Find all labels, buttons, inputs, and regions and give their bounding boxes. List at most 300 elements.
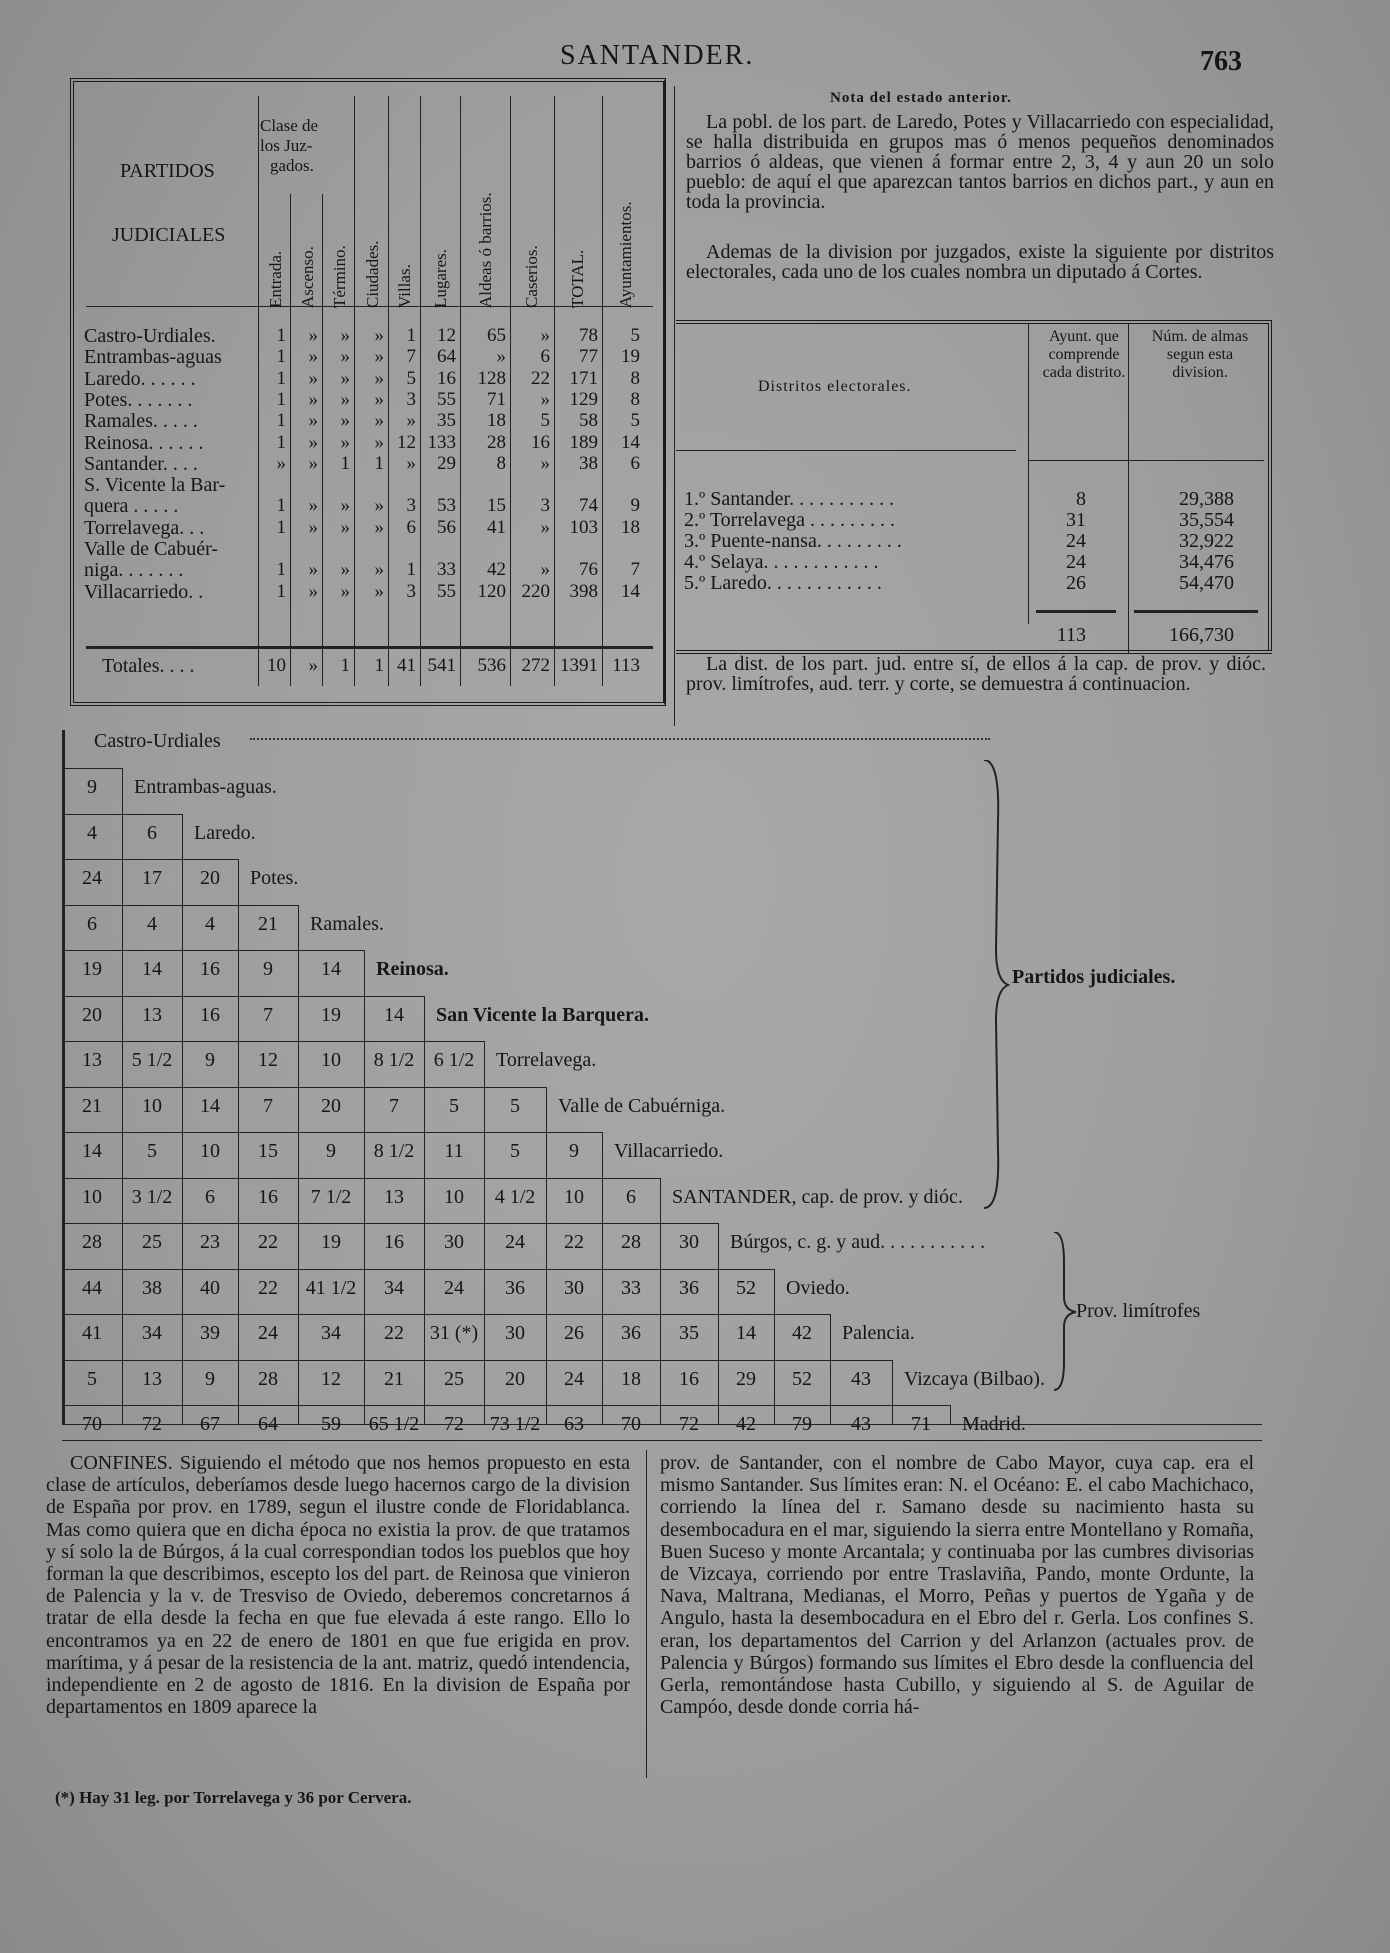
distance-cell: 23 bbox=[200, 1231, 220, 1253]
partido-cell: » bbox=[374, 559, 384, 581]
distance-row-line bbox=[62, 768, 122, 769]
distance-cell: 3 1/2 bbox=[131, 1185, 173, 1208]
distance-cell: 24 bbox=[82, 867, 102, 889]
distance-cell: 11 bbox=[444, 1140, 464, 1162]
distance-cell: 36 bbox=[679, 1276, 699, 1299]
page-number: 763 bbox=[1200, 46, 1242, 77]
distance-row-line bbox=[62, 814, 182, 815]
distance-cell: 9 bbox=[205, 1367, 215, 1390]
distance-row-label: San Vicente la Barquera. bbox=[436, 1003, 649, 1026]
totals-label: Totales. . . . bbox=[102, 655, 195, 677]
district-almas: 54,470 bbox=[1179, 572, 1234, 594]
distance-cell: 5 bbox=[510, 1094, 520, 1117]
distance-cell: 22 bbox=[258, 1231, 278, 1253]
distance-row-line bbox=[62, 1132, 602, 1133]
partido-cell: 8 bbox=[496, 452, 506, 474]
partido-cell: 9 bbox=[630, 495, 640, 517]
distance-row-line bbox=[62, 905, 298, 906]
distance-cell: 42 bbox=[736, 1413, 756, 1435]
distance-cell: 7 1/2 bbox=[310, 1185, 352, 1208]
distance-cell: 5 1/2 bbox=[131, 1049, 173, 1071]
partido-cell: » bbox=[308, 580, 318, 602]
distance-cell: 10 bbox=[82, 1185, 102, 1208]
distance-row-line bbox=[62, 996, 424, 997]
distance-cell: 4 bbox=[87, 821, 97, 844]
distance-cell: 33 bbox=[621, 1276, 641, 1299]
partido-name: Entrambas-aguas bbox=[84, 346, 222, 369]
distance-intro: La dist. de los part. jud. entre sí, de ellos á la cap. de prov. y dióc. prov. limítrofes, aud. terr. y corte, se demuestra á continuacion. bbox=[686, 653, 1266, 695]
distance-cell: 20 bbox=[505, 1367, 525, 1390]
partido-name: Potes. . . . . . . bbox=[84, 388, 193, 411]
partido-cell: 1 bbox=[276, 580, 286, 602]
partido-cell: 5 bbox=[630, 325, 640, 346]
district-name: 4.º Selaya. . . . . . . . . . . . bbox=[684, 551, 879, 573]
distance-cell: 16 bbox=[679, 1367, 699, 1390]
distance-cell: 70 bbox=[621, 1413, 641, 1435]
districts-col-ayunt: Ayunt. que comprende cada distrito. bbox=[1042, 328, 1126, 381]
partido-cell: » bbox=[340, 580, 350, 602]
distance-row-label: Madrid. bbox=[962, 1413, 1026, 1435]
distance-row-line bbox=[62, 1405, 950, 1406]
partido-cell: 38 bbox=[579, 452, 598, 474]
distance-cell: 42 bbox=[792, 1322, 812, 1344]
total-cell: 272 bbox=[521, 655, 550, 676]
partido-cell: 398 bbox=[569, 580, 598, 602]
distance-cell: 40 bbox=[200, 1276, 220, 1299]
col-ciudades: Ciudades. bbox=[363, 240, 382, 308]
distance-cell: 6 bbox=[87, 912, 97, 935]
col-ascenso: Ascenso. bbox=[298, 246, 317, 308]
partido-cell: 29 bbox=[437, 452, 456, 474]
partido-cell: » bbox=[540, 516, 550, 538]
col-lugares: Lugares. bbox=[431, 248, 450, 308]
distance-row-label: Torrelavega. bbox=[496, 1049, 597, 1071]
partido-cell: » bbox=[308, 388, 318, 410]
partido-cell: 129 bbox=[569, 388, 598, 410]
partido-cell: » bbox=[308, 516, 318, 538]
partido-cell: » bbox=[374, 325, 384, 346]
partido-cell: » bbox=[340, 388, 350, 410]
distance-cell: 29 bbox=[736, 1367, 756, 1390]
partidos-heading: PARTIDOS bbox=[120, 160, 215, 182]
distance-cell: 16 bbox=[200, 958, 220, 980]
partido-cell: 1 bbox=[406, 559, 416, 581]
distance-cell: 9 bbox=[205, 1049, 215, 1071]
distance-cell: 28 bbox=[258, 1367, 278, 1390]
distance-cell: 24 bbox=[505, 1231, 525, 1253]
district-ayunt: 24 bbox=[1066, 551, 1086, 573]
distance-cell: 30 bbox=[444, 1231, 464, 1253]
partido-cell: » bbox=[540, 325, 550, 346]
distance-cell: 43 bbox=[851, 1413, 871, 1435]
distance-cell: 14 bbox=[200, 1094, 220, 1117]
clase-heading-3: gados. bbox=[270, 156, 314, 175]
page-title: SANTANDER. bbox=[560, 40, 755, 71]
partido-cell: 133 bbox=[427, 431, 456, 453]
partido-cell: » bbox=[374, 346, 384, 368]
distance-cell: 64 bbox=[258, 1413, 278, 1435]
distance-col-line bbox=[774, 1269, 775, 1425]
partido-cell: 55 bbox=[437, 388, 456, 410]
distance-cell: 6 bbox=[147, 821, 157, 844]
distance-cell: 72 bbox=[679, 1413, 699, 1435]
district-name: 3.º Puente-nansa. . . . . . . . . bbox=[684, 530, 902, 552]
distance-row-line bbox=[62, 950, 364, 951]
partido-name: Valle de Cabuér- bbox=[84, 538, 218, 560]
distance-cell: 10 bbox=[200, 1140, 220, 1162]
col-caserios: Caserios. bbox=[522, 245, 541, 308]
partido-cell: » bbox=[340, 410, 350, 432]
distance-cell: 21 bbox=[82, 1094, 102, 1117]
distance-cell: 10 bbox=[444, 1185, 464, 1208]
distance-cell: 16 bbox=[200, 1003, 220, 1026]
partido-cell: » bbox=[374, 388, 384, 410]
distance-cell: 30 bbox=[679, 1231, 699, 1253]
partido-cell: 8 bbox=[630, 367, 640, 389]
partido-cell: 1 bbox=[276, 388, 286, 410]
partido-cell: 18 bbox=[621, 516, 640, 538]
distance-cell: 35 bbox=[679, 1322, 699, 1344]
district-name: 2.º Torrelavega . . . . . . . . . bbox=[684, 509, 896, 531]
partido-cell: 189 bbox=[569, 431, 598, 453]
districts-table bbox=[676, 320, 1272, 650]
distance-cell: 14 bbox=[82, 1140, 102, 1162]
distance-cell: 9 bbox=[87, 776, 97, 798]
partido-cell: 14 bbox=[621, 431, 640, 453]
distance-cell: 25 bbox=[142, 1231, 162, 1253]
total-cell: 113 bbox=[612, 655, 640, 676]
distance-cell: 65 1/2 bbox=[368, 1413, 420, 1435]
partido-cell: 5 bbox=[630, 410, 640, 432]
partido-cell: 76 bbox=[579, 559, 598, 581]
note-paragraph-2: Ademas de la division por juzgados, existe la siguiente por distritos electorales, cada uno de los cuales nombra un diputado á Cortes. bbox=[686, 241, 1274, 283]
partido-cell: » bbox=[308, 559, 318, 581]
total-cell: 541 bbox=[427, 655, 456, 676]
body-text-left: CONFINES. Siguiendo el método que nos hemos propuesto en esta clase de artículos, deberíamos desde luego hacernos cargo de la division de España por prov. en 1789, segun el ilustre conde de Floridablanca. Mas como quiera que en dicha época no existia la prov. de que tratamos y sí solo la de Búrgos, á la cual correspondian todos los pueblos que hoy forman la que describimos, escepto los del part. de Reinosa que vinieron de Palencia y la v. de Tresviso de Oviedo, deberemos concretarnos á tratar de ella desde la fecha en que fue elevada á este rango. Ello lo encontramos ya en 22 de enero de 1801 en que fue erigida en prov. marítima, y á pesar de la resistencia de la ant. matriz, quedó intendencia, independiente en 2 de agosto de 1816. En la division de España por departamentos en 1809 aparece la bbox=[46, 1452, 630, 1719]
districts-heading: Distritos electorales. bbox=[758, 378, 912, 395]
distance-cell: 19 bbox=[82, 958, 102, 980]
partido-cell: 128 bbox=[477, 367, 506, 389]
distance-cell: 21 bbox=[384, 1367, 404, 1390]
district-ayunt: 31 bbox=[1066, 509, 1086, 531]
partido-name: Laredo. . . . . . bbox=[84, 367, 196, 390]
district-name: 1.º Santander. . . . . . . . . . . bbox=[684, 488, 895, 510]
total-cell: 1391 bbox=[560, 655, 598, 676]
partido-cell: » bbox=[496, 346, 506, 368]
partido-cell: 1 bbox=[276, 367, 286, 389]
partido-cell: 42 bbox=[487, 559, 506, 581]
partido-cell: 78 bbox=[579, 325, 598, 346]
distance-cell: 6 bbox=[205, 1185, 215, 1208]
total-cell: 536 bbox=[477, 655, 506, 676]
district-almas: 32,922 bbox=[1179, 530, 1234, 552]
partido-cell: 3 bbox=[406, 388, 416, 410]
partido-cell: 35 bbox=[437, 410, 456, 432]
distance-cell: 19 bbox=[321, 1003, 341, 1026]
distance-cell: 7 bbox=[263, 1094, 273, 1117]
partido-cell: 3 bbox=[406, 495, 416, 517]
distance-cell: 70 bbox=[82, 1413, 102, 1435]
note-paragraph-1: La pobl. de los part. de Laredo, Potes y Villacarriedo con especialidad, se halla distribuida en grupos mas ó menos pequeños denominados barrios ó aldeas, que vienen á formar entre 2, 3, 4 y aun 20 un solo pueblo: de aquí el que aparezcan tantos barrios en dichos part., y aun en toda la provincia. bbox=[686, 111, 1274, 213]
total-cell: 10 bbox=[267, 655, 286, 676]
distance-cell: 28 bbox=[82, 1231, 102, 1253]
partido-name: quera . . . . . bbox=[84, 495, 179, 518]
partido-cell: 1 bbox=[276, 325, 286, 346]
distance-cell: 6 1/2 bbox=[433, 1049, 475, 1071]
partido-cell: » bbox=[308, 410, 318, 432]
distance-row-line bbox=[62, 859, 238, 860]
partido-cell: 64 bbox=[437, 346, 456, 368]
districts-col-almas: Núm. de almas segun esta division. bbox=[1151, 328, 1249, 381]
footnote: (*) Hay 31 leg. por Torrelavega y 36 por Cervera. bbox=[55, 1788, 412, 1807]
distance-cell: 12 bbox=[321, 1367, 341, 1390]
distance-cell: 18 bbox=[621, 1367, 641, 1390]
judiciales-heading: JUDICIALES bbox=[112, 224, 226, 246]
partido-cell: 1 bbox=[374, 452, 384, 474]
partido-cell: » bbox=[374, 580, 384, 602]
distance-cell: 14 bbox=[321, 958, 341, 980]
distance-cell: 17 bbox=[142, 867, 162, 889]
partido-cell: » bbox=[374, 410, 384, 432]
district-almas: 35,554 bbox=[1179, 509, 1234, 531]
distance-cell: 14 bbox=[142, 958, 162, 980]
partido-cell: 6 bbox=[630, 452, 640, 474]
distance-cell: 20 bbox=[82, 1003, 102, 1026]
distance-cell: 34 bbox=[384, 1276, 404, 1299]
distance-cell: 34 bbox=[142, 1322, 162, 1344]
brace-partidos bbox=[980, 760, 1010, 1210]
partido-cell: 1 bbox=[406, 325, 416, 346]
distance-col-line bbox=[950, 1405, 951, 1424]
distance-row-line bbox=[62, 1087, 546, 1088]
partido-cell: 7 bbox=[406, 346, 416, 368]
partido-cell: 1 bbox=[276, 346, 286, 368]
distance-cell: 24 bbox=[258, 1322, 278, 1344]
col-termino: Término. bbox=[330, 245, 349, 308]
district-ayunt: 26 bbox=[1066, 572, 1086, 594]
partido-cell: » bbox=[340, 367, 350, 389]
distance-cell: 15 bbox=[258, 1140, 278, 1162]
distance-cell: 24 bbox=[444, 1276, 464, 1299]
partido-name: S. Vicente la Bar- bbox=[84, 474, 226, 497]
partido-cell: 18 bbox=[487, 410, 506, 432]
partido-cell: 5 bbox=[540, 410, 550, 432]
distance-row-label: Ramales. bbox=[310, 912, 384, 935]
partido-cell: 65 bbox=[487, 325, 506, 346]
distance-cell: 5 bbox=[87, 1367, 97, 1390]
total-cell: 1 bbox=[340, 655, 350, 676]
partido-cell: » bbox=[340, 431, 350, 453]
distance-row-label: Vizcaya (Bilbao). bbox=[904, 1367, 1045, 1390]
distance-cell: 28 bbox=[621, 1231, 641, 1253]
distance-cell: 34 bbox=[321, 1322, 341, 1344]
total-cell: 41 bbox=[397, 655, 416, 676]
partido-cell: 53 bbox=[437, 495, 456, 517]
distance-cell: 14 bbox=[736, 1322, 756, 1344]
partido-cell: » bbox=[308, 452, 318, 474]
distance-top-label: Castro-Urdiales bbox=[94, 730, 221, 752]
partido-cell: 1 bbox=[276, 410, 286, 432]
brace-limitrofes-label: Prov. limítrofes bbox=[1076, 1300, 1201, 1322]
partido-cell: 171 bbox=[569, 367, 598, 389]
distance-cell: 9 bbox=[569, 1140, 579, 1162]
col-ayuntamientos: Ayuntamientos. bbox=[616, 201, 635, 308]
distance-cell: 19 bbox=[321, 1231, 341, 1253]
partido-cell: 1 bbox=[276, 431, 286, 453]
partido-cell: 220 bbox=[521, 580, 550, 602]
distance-row-label: Reinosa. bbox=[376, 958, 449, 980]
districts-total-almas: 166,730 bbox=[1169, 624, 1234, 646]
partido-cell: 1 bbox=[276, 495, 286, 517]
distance-cell: 71 bbox=[911, 1413, 931, 1435]
distance-cell: 13 bbox=[384, 1185, 404, 1208]
distance-cell: 38 bbox=[142, 1276, 162, 1299]
distance-row-line bbox=[62, 1223, 718, 1224]
col-total: TOTAL. bbox=[568, 249, 587, 308]
distance-cell: 21 bbox=[258, 912, 278, 935]
distance-cell: 52 bbox=[736, 1276, 756, 1299]
col-villas: Villas. bbox=[395, 264, 414, 308]
distance-cell: 9 bbox=[326, 1140, 336, 1162]
partido-cell: » bbox=[374, 516, 384, 538]
partido-cell: 58 bbox=[579, 410, 598, 432]
clase-heading-1: Clase de bbox=[260, 116, 319, 135]
partido-cell: 55 bbox=[437, 580, 456, 602]
col-entrada: Entrada. bbox=[266, 250, 285, 308]
distance-cell: 20 bbox=[321, 1094, 341, 1117]
distance-cell: 9 bbox=[263, 958, 273, 980]
distance-cell: 5 bbox=[510, 1140, 520, 1162]
distance-cell: 52 bbox=[792, 1367, 812, 1390]
partido-cell: » bbox=[308, 325, 318, 346]
partido-cell: » bbox=[374, 367, 384, 389]
distance-row-label: Palencia. bbox=[842, 1322, 915, 1344]
clase-heading-2: los Juz- bbox=[260, 136, 313, 155]
distance-cell: 14 bbox=[384, 1003, 404, 1026]
partido-cell: 7 bbox=[630, 559, 640, 581]
partido-cell: 1 bbox=[276, 559, 286, 581]
distance-row-line bbox=[62, 1041, 484, 1042]
partido-cell: » bbox=[406, 452, 416, 474]
distance-cell: 44 bbox=[82, 1276, 102, 1299]
partido-cell: 56 bbox=[437, 516, 456, 538]
partido-cell: » bbox=[340, 559, 350, 581]
partido-cell: » bbox=[308, 431, 318, 453]
partido-cell: 12 bbox=[437, 325, 456, 346]
partidos-table bbox=[70, 78, 666, 706]
distance-cell: 7 bbox=[389, 1094, 399, 1117]
distance-cell: 79 bbox=[792, 1413, 812, 1435]
partido-cell: 120 bbox=[477, 580, 506, 602]
distance-cell: 22 bbox=[384, 1322, 404, 1344]
partido-cell: » bbox=[374, 431, 384, 453]
distance-cell: 72 bbox=[142, 1413, 162, 1435]
distance-row-line bbox=[62, 1360, 892, 1361]
partido-cell: 16 bbox=[531, 431, 550, 453]
partido-cell: 28 bbox=[487, 431, 506, 453]
distance-cell: 59 bbox=[321, 1413, 341, 1435]
total-cell: 1 bbox=[374, 655, 384, 676]
partido-cell: » bbox=[340, 346, 350, 368]
partido-cell: » bbox=[340, 495, 350, 517]
partido-cell: 1 bbox=[340, 452, 350, 474]
distance-cell: 10 bbox=[321, 1049, 341, 1071]
partido-cell: » bbox=[540, 452, 550, 474]
distance-cell: 5 bbox=[449, 1094, 459, 1117]
distance-cell: 22 bbox=[564, 1231, 584, 1253]
total-cell: » bbox=[308, 655, 318, 676]
partido-cell: 6 bbox=[406, 516, 416, 538]
distance-cell: 12 bbox=[258, 1049, 278, 1071]
partido-cell: 74 bbox=[579, 495, 598, 517]
distance-row-line bbox=[62, 1269, 774, 1270]
partido-name: Torrelavega. . . bbox=[84, 516, 205, 539]
partido-cell: » bbox=[308, 346, 318, 368]
distance-cell: 6 bbox=[626, 1185, 636, 1208]
partido-cell: 15 bbox=[487, 495, 506, 517]
districts-total-ayunt: 113 bbox=[1056, 624, 1086, 646]
partido-cell: » bbox=[374, 495, 384, 517]
distance-cell: 25 bbox=[444, 1367, 464, 1390]
distance-cell: 10 bbox=[142, 1094, 162, 1117]
district-ayunt: 8 bbox=[1076, 488, 1086, 510]
distance-cell: 13 bbox=[142, 1367, 162, 1390]
distance-cell: 41 bbox=[82, 1322, 102, 1344]
distance-cell: 20 bbox=[200, 867, 220, 889]
partido-cell: 16 bbox=[437, 367, 456, 389]
distance-row-line bbox=[62, 1178, 660, 1179]
partido-name: Villacarriedo. . bbox=[84, 580, 204, 603]
distance-cell: 26 bbox=[564, 1322, 584, 1344]
distance-cell: 5 bbox=[147, 1140, 157, 1162]
distance-cell: 16 bbox=[384, 1231, 404, 1253]
partido-name: Ramales. . . . . bbox=[84, 410, 198, 433]
distance-row-label: SANTANDER, cap. de prov. y dióc. bbox=[672, 1185, 963, 1208]
partido-cell: 14 bbox=[621, 580, 640, 602]
partido-cell: » bbox=[540, 559, 550, 581]
partido-cell: 3 bbox=[540, 495, 550, 517]
partido-cell: 3 bbox=[406, 580, 416, 602]
partido-cell: 103 bbox=[569, 516, 598, 538]
distance-cell: 73 1/2 bbox=[489, 1413, 541, 1435]
distance-row-line bbox=[62, 1314, 830, 1315]
distance-cell: 72 bbox=[444, 1413, 464, 1435]
partido-cell: 19 bbox=[621, 346, 640, 368]
distance-cell: 30 bbox=[505, 1322, 525, 1344]
distance-cell: 39 bbox=[200, 1322, 220, 1344]
distance-cell: 4 1/2 bbox=[494, 1185, 536, 1208]
partido-cell: 33 bbox=[437, 559, 456, 581]
partido-cell: » bbox=[540, 388, 550, 410]
distance-row-label: Villacarriedo. bbox=[614, 1140, 724, 1162]
distance-col-line bbox=[298, 905, 299, 1425]
partido-cell: » bbox=[276, 452, 286, 474]
distance-row-label: Búrgos, c. g. y aud. . . . . . . . . . . bbox=[730, 1231, 986, 1253]
distance-cell: 4 bbox=[147, 912, 157, 935]
partido-name: Santander. . . . bbox=[84, 452, 198, 475]
distance-cell: 24 bbox=[564, 1367, 584, 1390]
partido-cell: 71 bbox=[487, 388, 506, 410]
partido-cell: » bbox=[308, 367, 318, 389]
partido-cell: 1 bbox=[276, 516, 286, 538]
partido-cell: 41 bbox=[487, 516, 506, 538]
distance-cell: 31 (*) bbox=[429, 1322, 479, 1344]
distance-cell: 63 bbox=[564, 1413, 584, 1435]
district-name: 5.º Laredo. . . . . . . . . . . . bbox=[684, 572, 882, 594]
distance-row-label: Entrambas-aguas. bbox=[134, 776, 277, 798]
district-almas: 34,476 bbox=[1179, 551, 1234, 573]
partido-cell: 8 bbox=[630, 388, 640, 410]
